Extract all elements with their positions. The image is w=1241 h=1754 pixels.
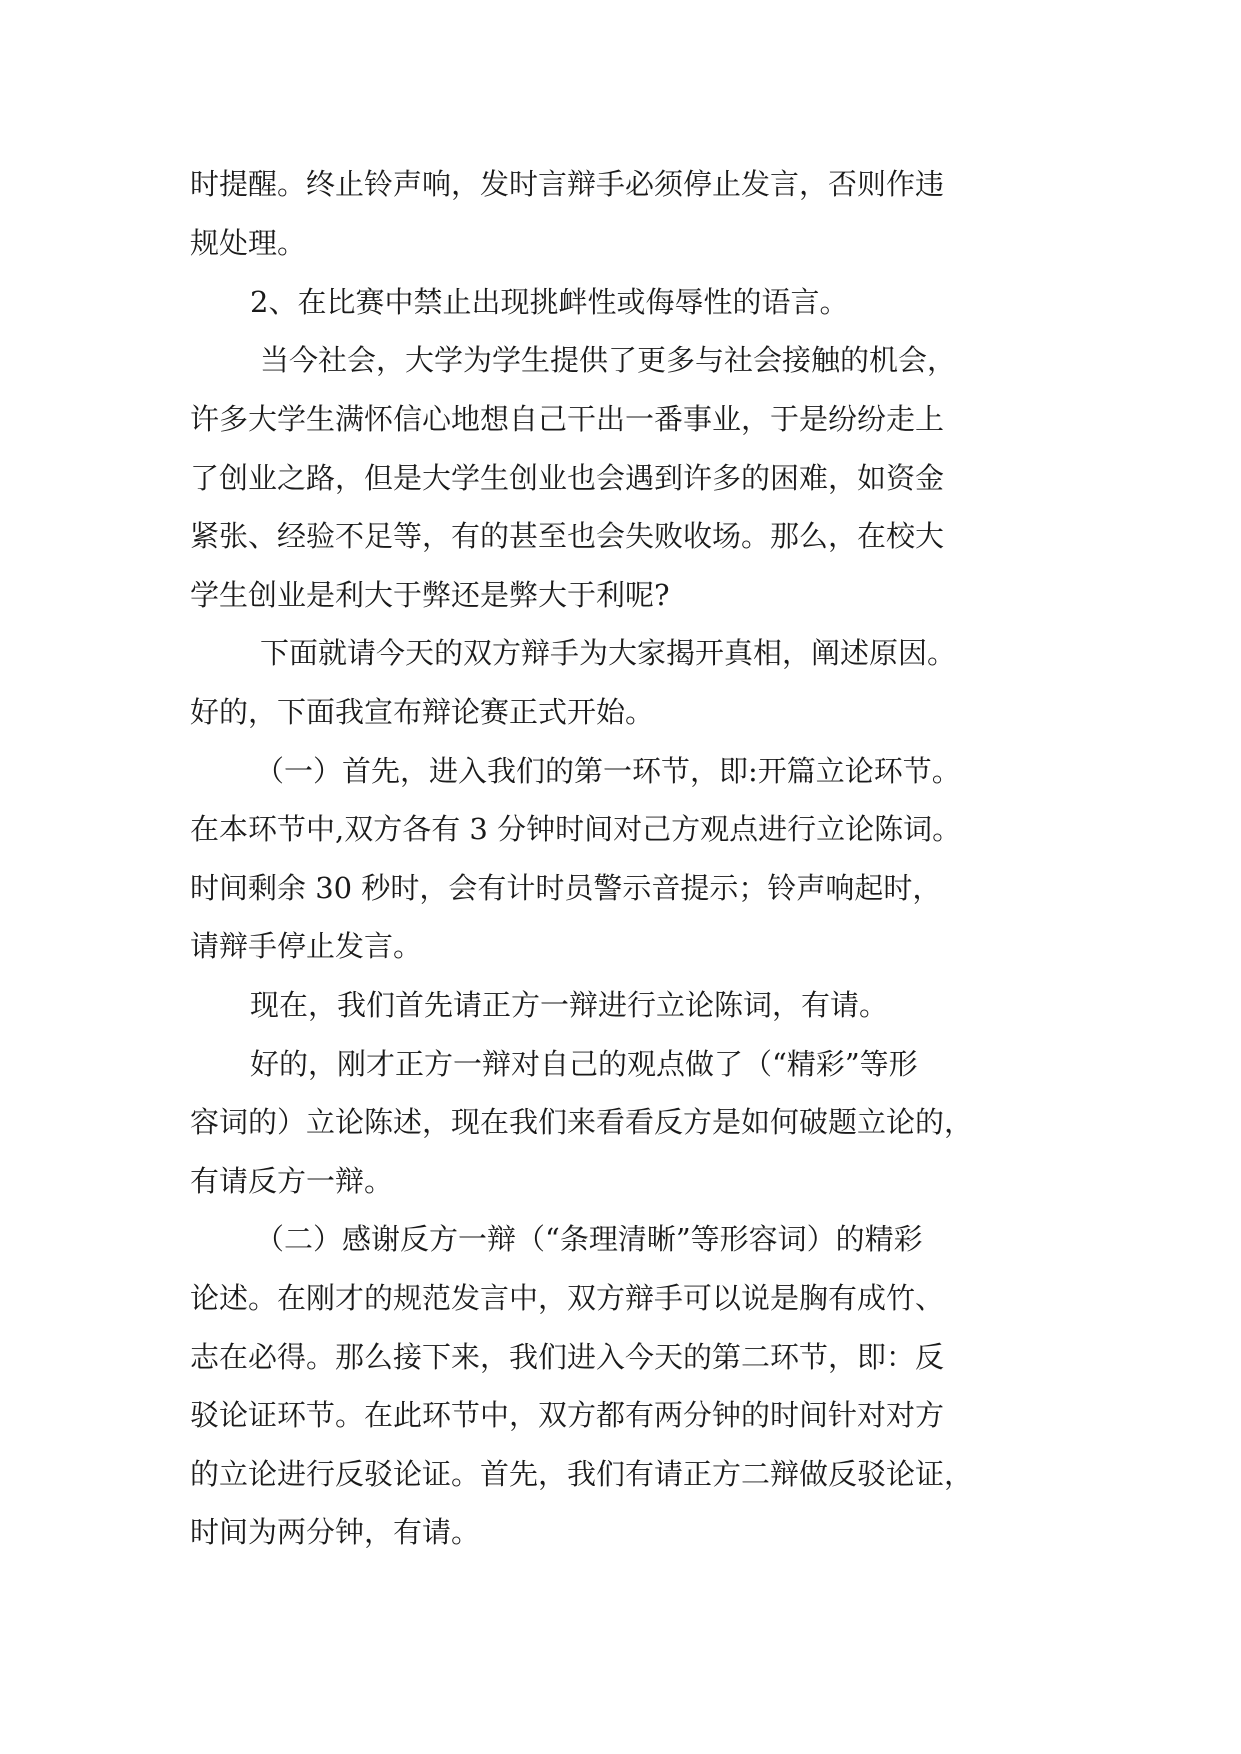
text-line: 时间剩余 30 秒时，会有计时员警示音提示；铃声响起时， [190, 871, 942, 905]
text-line: 有请反方一辩。 [190, 1164, 394, 1198]
text-line: 好的，下面我宣布辩论赛正式开始。 [190, 695, 655, 729]
text-line: 论述。在刚才的规范发言中，双方辩手可以说是胸有成竹、 [190, 1281, 945, 1315]
text-line: 志在必得。那么接下来，我们进入今天的第二环节，即：反 [190, 1340, 945, 1374]
text-line: 现在，我们首先请正方一辩进行立论陈词，有请。 [250, 988, 889, 1022]
text-line: 2、在比赛中禁止出现挑衅性或侮辱性的语言。 [250, 285, 849, 319]
text-line: 许多大学生满怀信心地想自己干出一番事业，于是纷纷走上 [190, 402, 945, 436]
text-line: 下面就请今天的双方辩手为大家揭开真相，阐述原因。 [260, 636, 957, 670]
text-line: 容词的）立论陈述，现在我们来看看反方是如何破题立论的， [190, 1105, 974, 1139]
text-line: 请辩手停止发言。 [190, 929, 423, 963]
text-line: 在本环节中,双方各有 3 分钟时间对己方观点进行立论陈词。 [190, 812, 962, 846]
text-line: 了创业之路，但是大学生创业也会遇到许多的困难，如资金 [190, 461, 945, 495]
text-line: 当今社会，大学为学生提供了更多与社会接触的机会， [260, 343, 957, 377]
text-line: 时间为两分钟，有请。 [190, 1515, 481, 1549]
text-line: 时提醒。终止铃声响，发时言辩手必须停止发言，否则作违 [190, 167, 945, 201]
text-line: 紧张、经验不足等，有的甚至也会失败收场。那么，在校大 [190, 519, 945, 553]
text-line: 的立论进行反驳论证。首先，我们有请正方二辩做反驳论证， [190, 1457, 974, 1491]
text-line: 驳论证环节。在此环节中，双方都有两分钟的时间针对对方 [190, 1398, 945, 1432]
text-line: 学生创业是利大于弊还是弊大于利呢? [190, 578, 670, 612]
text-line: 好的，刚才正方一辩对自己的观点做了（“精彩”等形 [250, 1047, 918, 1081]
text-line: 规处理。 [190, 226, 307, 260]
text-line: （二）感谢反方一辩（“条理清晰”等形容词）的精彩 [255, 1222, 923, 1256]
text-line: （一）首先，进入我们的第一环节，即:开篇立论环节。 [255, 754, 961, 788]
